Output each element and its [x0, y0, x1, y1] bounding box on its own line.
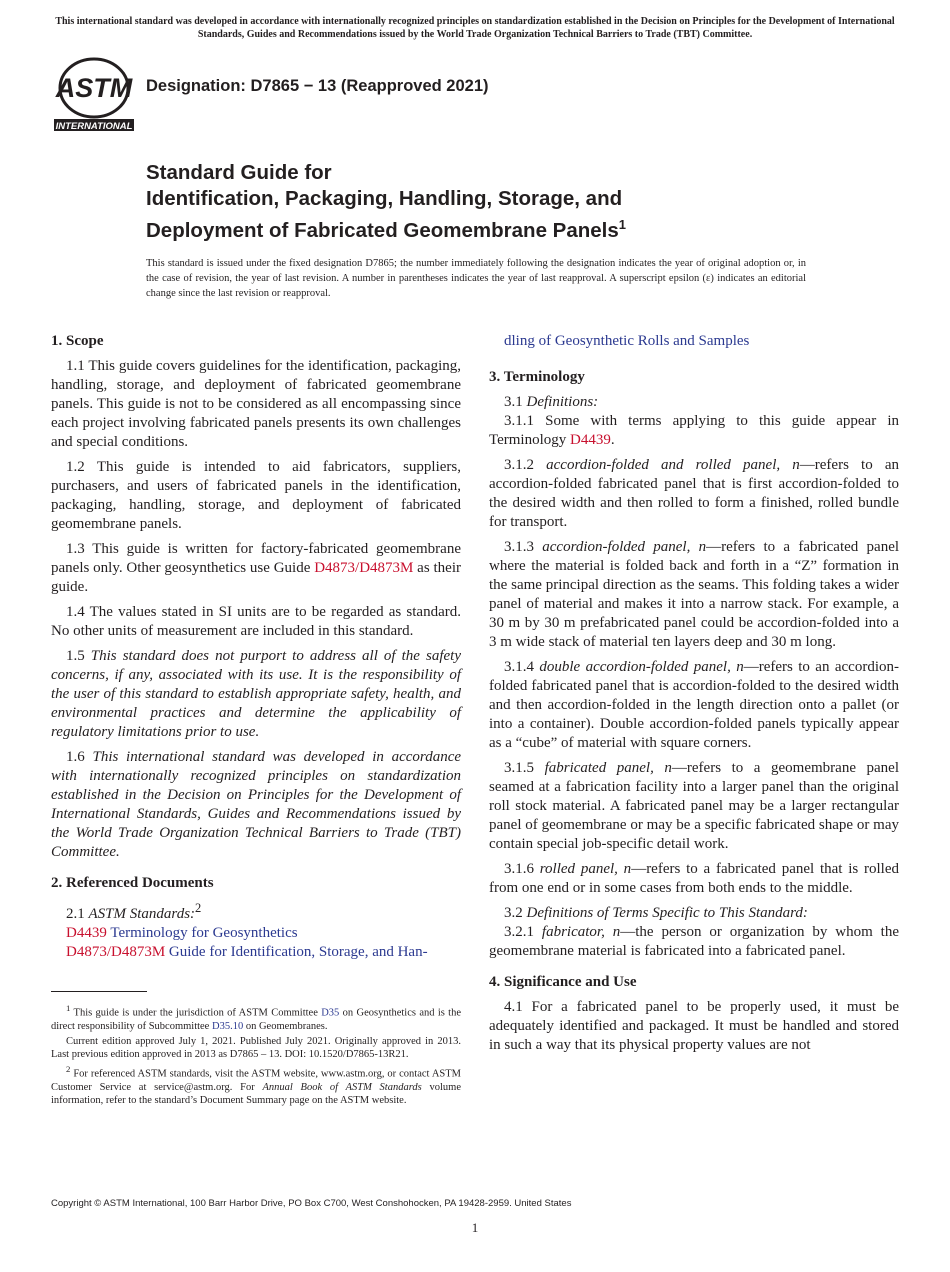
footnote-2-text-b: volume information, refer to the standard’s Document Summary page on the ASTM website. — [51, 1081, 461, 1106]
paragraph-1-2: 1.2 This guide is intended to aid fabricators, suppliers, purchasers, and users of fabricated panels in the identification, packaging, handling, storage, and deployment of fabricated geomembrane panels. — [51, 459, 461, 532]
paragraph-3-2-1-num: 3.2.1 — [504, 924, 542, 940]
term-rolled-panel: rolled panel, n — [539, 861, 632, 877]
link-d35-10[interactable]: D35.10 — [211, 1021, 244, 1032]
term-accordion-folded-and-rolled-panel: accordion-folded and rolled panel, n — [546, 457, 800, 473]
footnote-1 — [51, 1002, 461, 1034]
reference-d4873-title-continued[interactable]: dling of Geosynthetic Rolls and Samples — [504, 333, 750, 349]
reference-d4873-continued[interactable] — [489, 332, 899, 351]
paragraph-2-1 — [51, 899, 461, 924]
definition-3-1-5: —refers to a geomembrane panel seamed at a fabrication facility into a larger panel than the original roll stock material. A fabricated panel may be a larger rectangular panel of geomembrane or may be a specific fabricated shape or may contain special job-specific detail work. — [489, 760, 900, 852]
paragraph-1-3 — [51, 540, 461, 597]
paragraph-1-5-num: 1.5 — [66, 648, 91, 664]
paragraph-3-1-3-num: 3.1.3 — [504, 539, 543, 555]
footnote-2-italic: Annual Book of ASTM Standards — [262, 1081, 422, 1093]
paragraph-1-6-num: 1.6 — [66, 749, 93, 765]
footnotes — [51, 1002, 461, 1109]
paragraph-3-2-label: Definitions of Terms Specific to This Standard: — [526, 905, 808, 921]
footnote-2-mark: 2 — [66, 1063, 71, 1074]
footnote-ref-2: 2 — [195, 901, 202, 915]
paragraph-1-6 — [51, 748, 461, 862]
paragraph-3-1-label: Definitions: — [526, 394, 599, 410]
paragraph-3-1-6 — [489, 860, 899, 898]
reference-d4873-code[interactable]: D4873/D4873M — [66, 944, 166, 960]
copyright-notice: Copyright © ASTM International, 100 Barr Harbor Drive, PO Box C700, West Conshohocken, PA 19428-2959. United States — [51, 1198, 572, 1209]
title-line-3-text: Deployment of Fabricated Geomembrane Panels — [146, 218, 619, 242]
title-line-3 — [146, 212, 866, 244]
paragraph-3-2-1 — [489, 923, 899, 961]
paragraph-3-1-5 — [489, 759, 899, 854]
link-d4873[interactable]: D4873/D4873M — [314, 560, 414, 576]
paragraph-3-1-3 — [489, 538, 899, 652]
paragraph-3-1-4-num: 3.1.4 — [504, 659, 540, 675]
reference-d4439[interactable] — [51, 924, 461, 943]
astm-logo — [52, 55, 136, 133]
paragraph-1-4: 1.4 The values stated in SI units are to be regarded as standard. No other units of measurement are included in this standard. — [51, 604, 461, 639]
reference-d4439-title[interactable]: Terminology for Geosynthetics — [106, 925, 298, 941]
footnote-1-text-a: This guide is under the jurisdiction of ASTM Committee — [70, 1007, 322, 1019]
logo-letters: ASTM — [55, 73, 133, 103]
term-double-accordion-folded-panel: double accordion-folded panel, n — [539, 659, 744, 675]
paragraph-3-1 — [489, 393, 899, 412]
footnote-1-text-b: on Geosynthetics and is the direct responsibility of Subcommittee — [51, 1007, 462, 1032]
paragraph-1-6-text: This international standard was developed in accordance with internationally recognized principles on standardization established in the Decision on Principles for the Development of International Standards, Guides and Recommendations issued by the World Trade Organization Technical Barriers to Trade (TBT) Committee. — [51, 749, 462, 860]
link-d4439[interactable]: D4439 — [570, 432, 611, 448]
title-line-2: Identification, Packaging, Handling, Storage, and — [146, 187, 623, 210]
section-2-heading: 2. Referenced Documents — [51, 875, 214, 891]
paragraph-1-3-end: as their guide. — [51, 560, 461, 595]
paragraph-3-1-2-num: 3.1.2 — [504, 457, 547, 473]
paragraph-2-1-num: 2.1 — [66, 906, 89, 922]
top-notice: This international standard was developed in accordance with internationally recognized principles on standardization established in the Decision on Principles for the Development of International Standards, Guides and Recommendations issued by the World Trade Organization Technical Barriers to Trade (TBT) Committee. — [55, 16, 895, 40]
paragraph-3-1-1-end: . — [610, 432, 615, 448]
section-3-heading: 3. Terminology — [489, 369, 585, 385]
footnote-1-edition: Current edition approved July 1, 2021. Published July 2021. Originally approved in 2013. Last previous edition approved in 2013 as D7865 – 13. DOI: 10.1520/D7865-13R21. — [51, 1035, 461, 1060]
issue-note: This standard is issued under the fixed designation D7865; the number immediately following the designation indicates the year of original adoption or, in the case of revision, the year of last revision. A number in parentheses indicates the year of last reapproval. A superscript epsilon (ε) indicates an editorial change since the last revision or reapproval. — [146, 258, 806, 299]
left-column — [51, 332, 461, 962]
paragraph-1-5 — [51, 647, 461, 742]
footnote-1-text-c: on Geomembranes. — [243, 1021, 328, 1032]
page-number: 1 — [471, 1220, 479, 1235]
term-fabricator: fabricator, n — [541, 924, 621, 940]
designation: Designation: D7865 − 13 (Reapproved 2021) — [146, 77, 489, 95]
definition-3-2-1: —the person or organization by whom the geomembrane material is fabricated into a fabricated panel. — [489, 924, 899, 959]
right-column — [489, 332, 899, 1061]
title-line-1: Standard Guide for — [146, 161, 332, 184]
footnote-1-mark: 1 — [66, 1003, 71, 1013]
paragraph-1-1: 1.1 This guide covers guidelines for the identification, packaging, handling, storage, and deployment of fabricated geomembrane panels. This guide is not to be considered as all encompassing since each project involving fabricated panels presents its own challenges and special conditions. — [51, 358, 461, 450]
reference-d4439-code[interactable]: D4439 — [66, 925, 107, 941]
definition-3-1-4: —refers to an accordion-folded fabricated panel that is accordion-folded to the desired width and then accordion-folded in the length direction onto a pallet (or into a container). Double accordion-folded panels typically appear as a “cube” of material with square corners. — [489, 659, 899, 751]
link-d35[interactable]: D35 — [321, 1007, 340, 1019]
paragraph-4-1: 4.1 For a fabricated panel to be properly used, it must be adequately identified and packaged. It must be handled and stored in such a way that its physical property values are not — [489, 999, 899, 1053]
section-4-heading: 4. Significance and Use — [489, 974, 637, 990]
paragraph-3-1-6-num: 3.1.6 — [504, 861, 540, 877]
paragraph-3-1-1 — [489, 412, 899, 450]
paragraph-3-2-num: 3.2 — [504, 905, 527, 921]
reference-d4873[interactable] — [51, 943, 461, 962]
footnote-2-text-a: For referenced ASTM standards, visit the ASTM website, www.astm.org, or contact ASTM Customer Service at service@astm.org. For — [51, 1068, 461, 1093]
definition-3-1-3: —refers to a fabricated panel where the material is folded back and forth in a “Z” formation in the same principal direction as the seams. This folding takes a wider panel of material and makes it into a narrow stack. For example, a 30 m by 30 m prefabricated panel could be accordion-folded into a 3 m wide stack of material ten layers deep and 30 m long. — [489, 539, 900, 650]
paragraph-3-2 — [489, 904, 899, 923]
footnote-2 — [51, 1063, 461, 1108]
title-footnote-mark: 1 — [618, 217, 627, 232]
footnote-divider — [51, 991, 147, 992]
document-title — [146, 160, 866, 244]
definition-3-1-2: —refers to an accordion-folded fabricated panel that is first accordion-folded to the desired width and then rolled to form a finished, rolled bundle for transport. — [489, 457, 900, 530]
paragraph-3-1-2 — [489, 456, 899, 532]
paragraph-3-1-5-num: 3.1.5 — [504, 760, 545, 776]
section-1-heading: 1. Scope — [51, 333, 104, 349]
term-accordion-folded-panel: accordion-folded panel, n — [542, 539, 707, 555]
paragraph-2-1-label: ASTM Standards: — [88, 906, 196, 922]
paragraph-3-1-1-start: 3.1.1 Some with terms applying to this guide appear in Terminology — [489, 413, 899, 448]
paragraph-1-3-start: 1.3 This guide is written for factory-fabricated geomembrane panels only. Other geosynthetics use Guide — [51, 541, 461, 576]
logo-wordmark: INTERNATIONAL — [55, 121, 133, 132]
reference-d4873-title[interactable]: Guide for Identification, Storage, and Han- — [165, 944, 428, 960]
paragraph-1-5-text: This standard does not purport to address all of the safety concerns, if any, associated with its use. It is the responsibility of the user of this standard to establish appropriate safety, health, and environmental practices and determine the applicability of regulatory limitations prior to use. — [51, 648, 461, 740]
paragraph-3-1-4 — [489, 658, 899, 753]
term-fabricated-panel: fabricated panel, n — [544, 760, 672, 776]
definition-3-1-6: —refers to a fabricated panel that is rolled from one end or in some cases from both ends to the middle. — [489, 861, 900, 896]
paragraph-3-1-num: 3.1 — [504, 394, 527, 410]
